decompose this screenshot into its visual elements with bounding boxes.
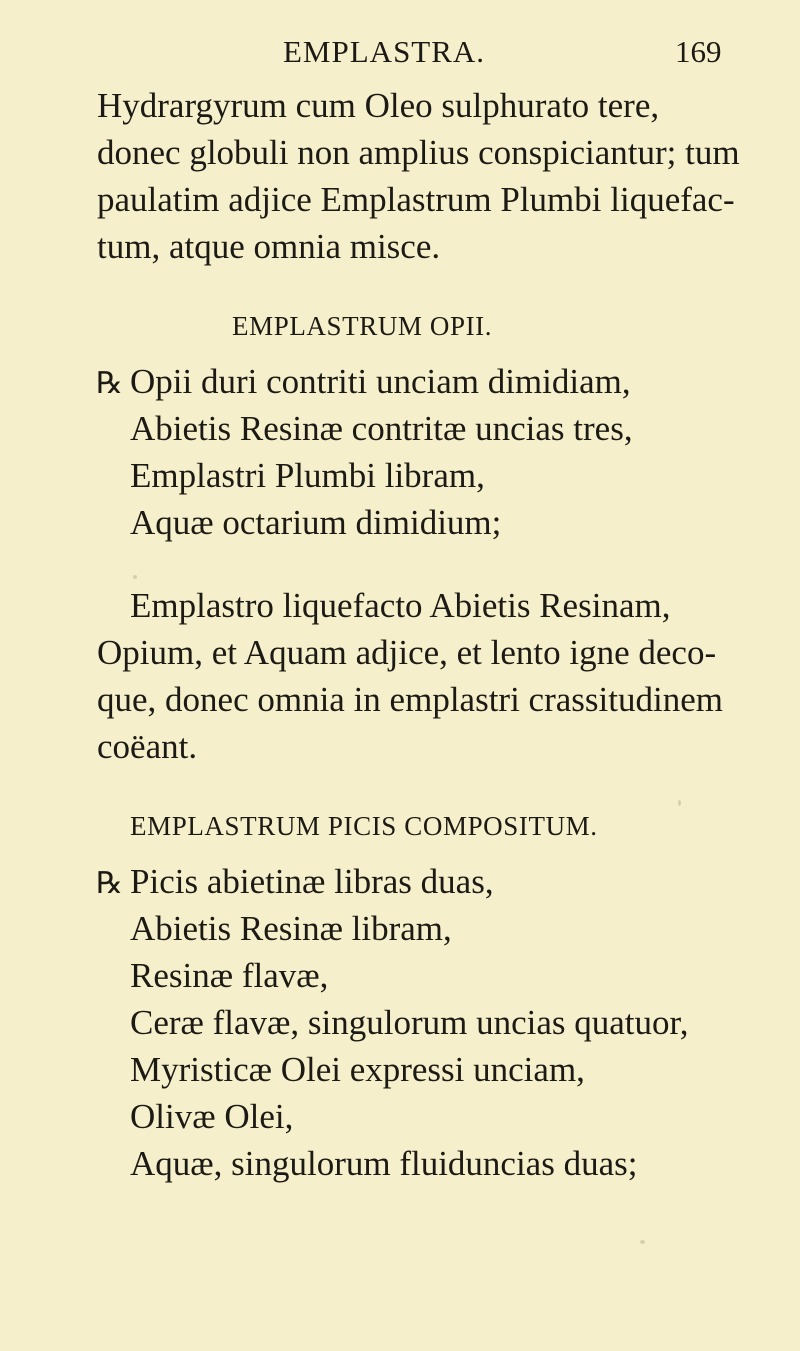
- opii-direction-3: que, donec omnia in emplastri crassitudinem: [97, 680, 723, 719]
- heading-emplastrum-opii: EMPLASTRUM OPII.: [232, 311, 493, 341]
- opii-direction-1: Emplastro liquefacto Abietis Resinam,: [130, 586, 671, 625]
- ingredient-text: Opii duri contriti unciam dimidiam,: [130, 362, 631, 401]
- intro-line-3: paulatim adjice Emplastrum Plumbi liquefac-: [97, 180, 735, 219]
- opii-direction-2: Opium, et Aquam adjice, et lento igne deco-: [97, 633, 717, 672]
- picis-ingredient-2: Abietis Resinæ libram,: [130, 909, 452, 948]
- recipe-symbol: ℞: [96, 867, 123, 900]
- paper-speck: [640, 1240, 645, 1244]
- running-title: EMPLASTRA.: [283, 34, 486, 69]
- opii-ingredient-3: Emplastri Plumbi libram,: [130, 456, 485, 495]
- picis-ingredient-6: Olivæ Olei,: [130, 1097, 294, 1136]
- opii-ingredient-4: Aquæ octarium dimidium;: [130, 503, 502, 542]
- picis-ingredient-7: Aquæ, singulorum fluiduncias duas;: [130, 1144, 638, 1183]
- picis-ingredient-5: Myristicæ Olei expressi unciam,: [130, 1050, 585, 1089]
- paper-speck: [133, 575, 137, 579]
- opii-direction-4: coëant.: [97, 727, 198, 766]
- picis-ingredient-4: Ceræ flavæ, singulorum uncias quatuor,: [130, 1003, 689, 1042]
- ingredient-text: Picis abietinæ libras duas,: [130, 862, 494, 901]
- heading-emplastrum-picis-compositum: EMPLASTRUM PICIS COMPOSITUM.: [130, 811, 598, 841]
- page-number: 169: [675, 34, 722, 69]
- intro-line-2: donec globuli non amplius conspiciantur; tum: [97, 133, 740, 172]
- opii-ingredient-1: [96, 364, 631, 399]
- paper-speck: [678, 800, 681, 806]
- picis-ingredient-3: Resinæ flavæ,: [130, 956, 329, 995]
- intro-line-4: tum, atque omnia misce.: [97, 227, 441, 266]
- recipe-symbol: ℞: [96, 367, 123, 400]
- intro-line-1: Hydrargyrum cum Oleo sulphurato tere,: [97, 86, 660, 125]
- opii-ingredient-2: Abietis Resinæ contritæ uncias tres,: [130, 409, 633, 448]
- picis-ingredient-1: [96, 864, 494, 899]
